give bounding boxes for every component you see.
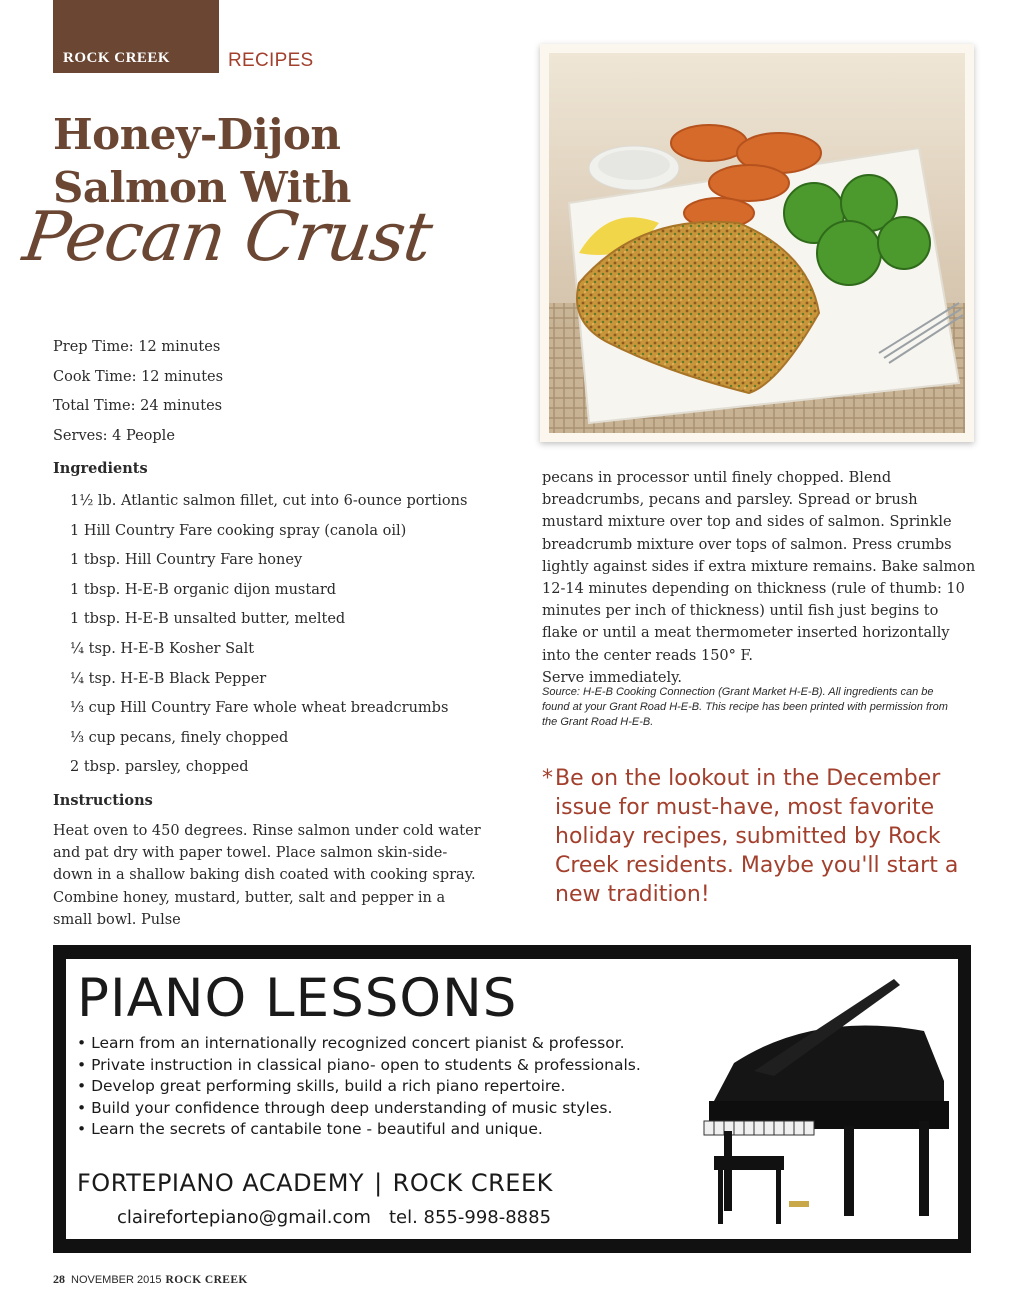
grand-piano-icon [694,971,954,1235]
instructions-column-right [542,467,978,689]
section-label: RECIPES [228,50,314,71]
footer-magazine: ROCK CREEK [165,1274,248,1286]
recipe-title-line1: Honey-Dijon [53,110,341,159]
recipe-title-line2: Salmon With [53,163,351,212]
ingredient-item: 2 tbsp. parsley, chopped [70,759,249,776]
ad-title: PIANO LESSONS [77,968,518,1029]
ad-bullet: • Learn from an internationally recognized concert pianist & professor. [77,1033,641,1055]
december-callout [542,764,962,909]
prep-time: Prep Time: 12 minutes [53,339,221,355]
ad-bullet: • Develop great performing skills, build a rich piano repertoire. [77,1076,641,1098]
recipe-source: Source: H-E-B Cooking Connection (Grant Market H-E-B). All ingredients can be found at your Grant Road H-E-B. This recipe has been printed with permission from the Grant Road H-E-B. [542,686,948,728]
callout-asterisk: * [542,766,553,791]
recipe-title-script: Pecan Crust [18,198,437,277]
salmon-plate-image [549,53,965,433]
page-footer [53,1272,248,1287]
ad-phone[interactable]: tel. 855-998-8885 [388,1207,552,1228]
recipe-times [53,333,223,451]
ad-contact-line [117,1207,551,1228]
footer-issue: NOVEMBER 2015 [71,1274,162,1286]
ad-email[interactable]: clairefortepiano@gmail.com [117,1207,371,1228]
total-time: Total Time: 24 minutes [53,398,223,414]
ingredients-heading: Ingredients [53,460,148,477]
piano-lessons-ad [53,945,971,1253]
academy-name: FORTEPIANO ACADEMY [77,1169,365,1197]
ad-bullet: • Private instruction in classical piano- open to students & professionals. [77,1055,641,1077]
ad-bullet-list [77,1033,641,1141]
instructions-heading: Instructions [53,792,153,809]
instructions-text-part2: pecans in processor until finely chopped. Blend breadcrumbs, pecans and parsley. Spread or brush mustard mixture over top and sides of salmon. Sprinkle breadcrumb mixture over tops of salmon. Press crumbs lightly against sides if extra mixture remains. Bake salmon 12-14 minutes depending on thickness (rule of thumb: 10 minutes per inch of thickness) until fish just begins to flake or until a meat thermometer inserted horizontally into the center reads 150° F. [542,470,976,664]
ingredient-item: ⅓ cup Hill Country Fare whole wheat breadcrumbs [70,700,449,717]
cook-time: Cook Time: 12 minutes [53,368,224,385]
page-number: 28 [53,1272,65,1286]
ingredient-item: ⅓ cup pecans, finely chopped [70,729,289,746]
instructions-text-part1: Heat oven to 450 degrees. Rinse salmon under cold water and pat dry with paper towel. Place salmon skin-side-down in a shallow baking dish coated with cooking spray. Combine honey, mustard, butter, salt and pepper in a small bowl. Pulse [53,823,481,928]
ingredient-item: 1 tbsp. Hill Country Fare honey [70,552,303,569]
ingredients-list [70,487,467,783]
ad-panel [66,959,958,1239]
servings: Serves: 4 People [53,427,175,444]
ad-bullet: • Build your confidence through deep understanding of music styles. [77,1098,641,1120]
magazine-name: ROCK CREEK [63,50,171,66]
ingredient-item: 1 Hill Country Fare cooking spray (canola oil) [70,522,407,539]
instructions-text-part3: Serve immediately. [542,669,683,686]
ingredient-item: 1½ lb. Atlantic salmon fillet, cut into 6-ounce portions [70,493,468,509]
salmon-photo [540,44,974,442]
ingredient-item: 1 tbsp. H-E-B unsalted butter, melted [70,611,346,628]
ad-bullet: • Learn the secrets of cantabile tone - beautiful and unique. [77,1119,641,1141]
ingredient-item: ¼ tsp. H-E-B Black Pepper [70,670,267,687]
academy-separator: | [374,1169,383,1197]
ad-academy-line [77,1169,553,1197]
ingredient-item: 1 tbsp. H-E-B organic dijon mustard [70,581,337,598]
academy-location: ROCK CREEK [392,1169,553,1197]
ingredient-item: ¼ tsp. H-E-B Kosher Salt [70,640,255,657]
callout-text: Be on the lookout in the December issue for must-have, most favorite holiday recipes, submitted by Rock Creek residents. Maybe you'll start a new tradition! [555,766,959,907]
